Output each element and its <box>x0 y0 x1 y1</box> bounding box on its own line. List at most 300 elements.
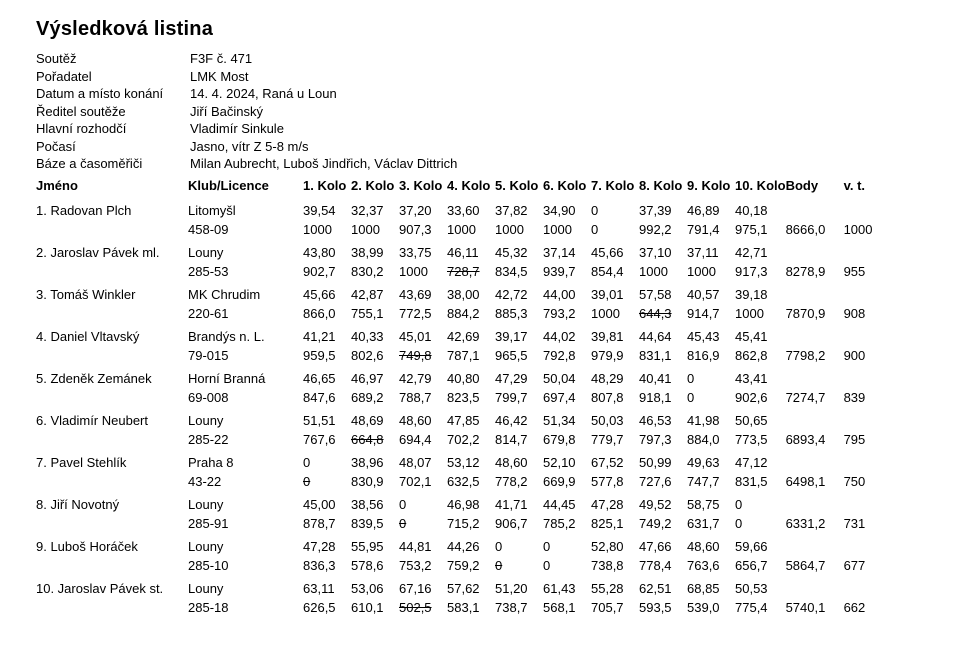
competitor-name-line2 <box>36 472 188 491</box>
round-7-cell-line1: 39,81 <box>591 329 624 344</box>
round-2-cell-line1: 40,33 <box>351 329 384 344</box>
competitor-name-line1: 8. Jiří Novotný <box>36 497 120 512</box>
round-4-cell <box>447 411 495 453</box>
round-6-cell-line1: 44,02 <box>543 329 576 344</box>
round-5-cell-line1: 45,32 <box>495 245 528 260</box>
vt-cell-line2: 955 <box>843 264 866 279</box>
round-4-cell <box>447 579 495 621</box>
round-6-cell-line2: 697,4 <box>543 390 576 405</box>
round-3-cell-line2: 772,5 <box>399 306 432 321</box>
competitor-name-line1: 6. Vladimír Neubert <box>36 413 148 428</box>
round-10-cell <box>735 537 786 579</box>
vt-cell <box>844 369 884 411</box>
round-7-cell-line1: 67,52 <box>591 455 624 470</box>
round-3-cell-line2: 694,4 <box>399 432 432 447</box>
round-2-cell-line1: 38,56 <box>351 497 384 512</box>
competitor-name-line1: 9. Luboš Horáček <box>36 539 138 554</box>
round-7-cell-line2: 825,1 <box>591 516 624 531</box>
meta-value: LMK Most <box>190 68 249 84</box>
round-10-cell-line2: 656,7 <box>735 558 768 573</box>
round-4-cell-line1: 57,62 <box>447 581 480 596</box>
meta-label: Hlavní rozhodčí <box>36 121 127 136</box>
round-2-cell-line2: 1000 <box>351 222 380 237</box>
competitor-name <box>36 411 188 453</box>
round-9-cell <box>687 327 735 369</box>
round-9-cell-line2: 791,4 <box>687 222 720 237</box>
round-6-cell <box>543 369 591 411</box>
vt-cell-line2: 839 <box>843 390 866 405</box>
round-6-cell <box>543 453 591 495</box>
round-4-cell <box>447 495 495 537</box>
round-6-cell-line1: 0 <box>543 539 551 554</box>
round-7-cell-line1: 45,66 <box>591 245 624 260</box>
round-2-cell-line2: 610,1 <box>351 600 384 615</box>
round-3-cell-line1: 0 <box>399 497 407 512</box>
round-9-cell-line1: 40,57 <box>687 287 720 302</box>
total-points-cell-line2: 8278,9 <box>785 264 826 279</box>
round-5-cell <box>495 201 543 243</box>
round-5-cell-line1: 37,82 <box>495 203 528 218</box>
round-8-cell <box>639 243 687 285</box>
competitor-name-line1: 5. Zdeněk Zemánek <box>36 371 152 386</box>
competitor-name <box>36 537 188 579</box>
round-2-cell-line2: 830,2 <box>351 264 384 279</box>
vt-cell <box>844 201 884 243</box>
competitor-club-line1: Horní Branná <box>188 371 266 386</box>
round-8-cell-line2: 992,2 <box>639 222 672 237</box>
round-5-cell-line1: 39,17 <box>495 329 528 344</box>
round-10-cell-line1: 42,71 <box>735 245 768 260</box>
round-7-cell-line1: 48,29 <box>591 371 624 386</box>
round-2-cell-line2: 830,9 <box>351 474 384 489</box>
meta-row <box>36 103 457 121</box>
round-8-cell <box>639 369 687 411</box>
round-3-cell-line1: 45,01 <box>399 329 432 344</box>
round-8-cell <box>639 201 687 243</box>
round-7-cell-line2: 0 <box>591 222 599 237</box>
round-5-cell-line1: 47,29 <box>495 371 528 386</box>
vt-cell-line2: 795 <box>843 432 866 447</box>
round-9-cell-line1: 41,98 <box>687 413 720 428</box>
total-points-cell-line1 <box>786 369 844 388</box>
header-round-1: 1. Kolo <box>303 178 347 193</box>
round-10-cell-line2: 773,5 <box>735 432 768 447</box>
vt-cell-line2: 900 <box>843 348 866 363</box>
round-8-cell-line1: 46,53 <box>639 413 672 428</box>
round-1-cell-line1: 46,65 <box>303 371 336 386</box>
vt-cell <box>844 243 884 285</box>
round-3-cell <box>399 537 447 579</box>
round-9-cell-line1: 37,11 <box>687 245 719 260</box>
round-9-cell-line2: 1000 <box>687 264 716 279</box>
round-10-cell-line1: 0 <box>735 497 743 512</box>
round-5-cell <box>495 579 543 621</box>
round-2-cell <box>351 285 399 327</box>
round-6-cell-line2: 679,8 <box>543 432 576 447</box>
competitor-name-line1: 3. Tomáš Winkler <box>36 287 136 302</box>
round-2-cell <box>351 243 399 285</box>
competitor-name <box>36 369 188 411</box>
competitor-club <box>188 453 303 495</box>
round-7-cell <box>591 369 639 411</box>
round-6-cell-line2: 785,2 <box>543 516 576 531</box>
round-6-cell-line2: 568,1 <box>543 600 576 615</box>
competitor-club-line1: Louny <box>188 413 224 428</box>
round-9-cell <box>687 243 735 285</box>
round-5-cell <box>495 243 543 285</box>
round-10-cell-line1: 45,41 <box>735 329 768 344</box>
round-6-cell <box>543 537 591 579</box>
round-1-cell <box>303 579 351 621</box>
round-6-cell-line1: 44,45 <box>543 497 576 512</box>
round-2-cell-line2: 802,6 <box>351 348 384 363</box>
meta-label: Počasí <box>36 138 76 154</box>
total-points-cell-line2: 7274,7 <box>785 390 826 405</box>
page-title: Výsledková listina <box>36 18 214 40</box>
round-8-cell-line1: 49,52 <box>639 497 672 512</box>
competitor-club-line2: 458-09 <box>188 222 229 237</box>
round-8-cell-line1: 40,41 <box>639 371 672 386</box>
round-8-cell <box>639 579 687 621</box>
round-5-cell-line1: 42,72 <box>495 287 528 302</box>
round-10-cell-line2: 775,4 <box>735 600 768 615</box>
competitor-club-line2: 69-008 <box>188 390 229 405</box>
round-6-cell <box>543 243 591 285</box>
round-7-cell <box>591 411 639 453</box>
total-points-cell <box>786 243 844 285</box>
round-3-cell-line2: 749,8 <box>399 348 432 363</box>
competitor-club-line2: 43-22 <box>188 474 222 489</box>
meta-row <box>36 68 457 86</box>
vt-cell <box>844 285 884 327</box>
round-5-cell-line2: 799,7 <box>495 390 528 405</box>
competitor-club <box>188 369 303 411</box>
round-1-cell-line1: 51,51 <box>303 413 336 428</box>
total-points-cell-line2: 5864,7 <box>785 558 826 573</box>
round-9-cell <box>687 411 735 453</box>
competitor-name-line2 <box>36 346 188 365</box>
table-row <box>36 201 884 243</box>
round-10-cell <box>735 369 786 411</box>
vt-cell-line2: 1000 <box>843 222 873 237</box>
round-8-cell-line1: 57,58 <box>639 287 672 302</box>
total-points-cell-line1 <box>786 285 844 304</box>
round-1-cell-line1: 39,54 <box>303 203 336 218</box>
round-2-cell-line1: 46,97 <box>351 371 384 386</box>
competitor-club-line1: Louny <box>188 497 224 512</box>
meta-label: Datum a místo konání <box>36 86 164 101</box>
round-1-cell <box>303 327 351 369</box>
competitor-name-line2 <box>36 514 188 533</box>
total-points-cell-line1 <box>786 537 844 556</box>
round-9-cell-line1: 45,43 <box>687 329 720 344</box>
round-1-cell-line2: 878,7 <box>303 516 336 531</box>
competitor-name <box>36 579 188 621</box>
round-1-cell-line1: 45,00 <box>303 497 336 512</box>
round-5-cell-line2: 0 <box>495 558 503 573</box>
round-7-cell-line2: 738,8 <box>591 558 624 573</box>
round-1-cell-line2: 959,5 <box>303 348 336 363</box>
meta-value: Jiří Bačinský <box>190 103 263 119</box>
round-10-cell-line2: 902,6 <box>735 390 768 405</box>
total-points-cell-line1 <box>786 579 844 598</box>
round-7-cell-line1: 47,28 <box>591 497 624 512</box>
round-3-cell-line2: 702,1 <box>399 474 432 489</box>
results-table <box>36 178 884 621</box>
total-points-cell-line2: 6893,4 <box>785 432 826 447</box>
round-10-cell-line2: 0 <box>735 516 743 531</box>
competitor-club-line1: Louny <box>188 539 224 554</box>
meta-value: Milan Aubrecht, Luboš Jindřich, Václav Dittrich <box>190 156 458 171</box>
competitor-club <box>188 285 303 327</box>
total-points-cell <box>786 579 844 621</box>
round-5-cell-line2: 738,7 <box>495 600 528 615</box>
round-3-cell <box>399 201 447 243</box>
round-5-cell-line1: 48,60 <box>495 455 528 470</box>
round-8-cell-line2: 778,4 <box>639 558 672 573</box>
round-10-cell <box>735 495 786 537</box>
total-points-cell-line2: 5740,1 <box>785 600 826 615</box>
round-4-cell-line1: 44,26 <box>447 539 480 554</box>
round-9-cell <box>687 495 735 537</box>
round-4-cell-line2: 884,2 <box>447 306 480 321</box>
round-2-cell <box>351 369 399 411</box>
total-points-cell-line1 <box>786 495 844 514</box>
round-4-cell-line2: 1000 <box>447 222 476 237</box>
round-1-cell <box>303 453 351 495</box>
round-8-cell-line1: 62,51 <box>639 581 672 596</box>
round-4-cell-line2: 728,7 <box>447 264 480 279</box>
round-5-cell-line2: 906,7 <box>495 516 528 531</box>
total-points-cell <box>786 495 844 537</box>
round-7-cell <box>591 201 639 243</box>
round-7-cell-line2: 807,8 <box>591 390 624 405</box>
round-5-cell-line2: 965,5 <box>495 348 528 363</box>
round-9-cell <box>687 201 735 243</box>
round-7-cell <box>591 579 639 621</box>
round-1-cell <box>303 201 351 243</box>
round-2-cell-line1: 42,87 <box>351 287 384 302</box>
round-10-cell-line1: 59,66 <box>735 539 768 554</box>
round-4-cell-line2: 823,5 <box>447 390 480 405</box>
round-2-cell <box>351 411 399 453</box>
round-1-cell-line2: 847,6 <box>303 390 336 405</box>
table-row <box>36 243 884 285</box>
round-2-cell <box>351 579 399 621</box>
round-4-cell-line2: 787,1 <box>447 348 480 363</box>
round-6-cell-line1: 50,04 <box>543 371 576 386</box>
round-3-cell-line2: 502,5 <box>399 600 432 615</box>
round-2-cell-line1: 32,37 <box>351 203 384 218</box>
round-9-cell <box>687 579 735 621</box>
round-6-cell <box>543 495 591 537</box>
competitor-name-line2 <box>36 430 188 449</box>
round-4-cell-line1: 53,12 <box>447 455 480 470</box>
vt-cell-line2: 908 <box>843 306 866 321</box>
round-6-cell <box>543 285 591 327</box>
round-10-cell-line1: 39,18 <box>735 287 768 302</box>
round-7-cell <box>591 285 639 327</box>
round-3-cell-line1: 43,69 <box>399 287 432 302</box>
competitor-club <box>188 495 303 537</box>
header-round-5: 5. Kolo <box>495 178 539 193</box>
table-header-row <box>36 178 884 201</box>
total-points-cell-line2: 7798,2 <box>785 348 826 363</box>
round-6-cell-line1: 61,43 <box>543 581 576 596</box>
round-7-cell-line2: 779,7 <box>591 432 624 447</box>
round-9-cell-line2: 816,9 <box>687 348 720 363</box>
total-points-cell-line1 <box>786 411 844 430</box>
round-9-cell-line1: 48,60 <box>687 539 720 554</box>
round-9-cell-line2: 631,7 <box>687 516 720 531</box>
round-10-cell-line2: 975,1 <box>735 222 768 237</box>
vt-cell-line2: 750 <box>843 474 866 489</box>
competitor-club-line2: 285-18 <box>188 600 229 615</box>
round-7-cell-line1: 39,01 <box>591 287 624 302</box>
competitor-club <box>188 243 303 285</box>
round-9-cell <box>687 453 735 495</box>
round-3-cell <box>399 495 447 537</box>
competitor-club-line1: Litomyšl <box>188 203 236 218</box>
header-round-10: 10. Kolo <box>735 178 786 193</box>
round-1-cell-line2: 1000 <box>303 222 332 237</box>
round-5-cell-line1: 0 <box>495 539 503 554</box>
header-round-8: 8. Kolo <box>639 178 683 193</box>
competitor-club <box>188 411 303 453</box>
meta-row <box>36 50 457 68</box>
round-4-cell-line2: 759,2 <box>447 558 480 573</box>
vt-cell-line2: 731 <box>843 516 866 531</box>
round-8-cell-line2: 797,3 <box>639 432 672 447</box>
total-points-cell-line1 <box>786 201 844 220</box>
round-2-cell-line1: 38,99 <box>351 245 384 260</box>
round-2-cell <box>351 201 399 243</box>
total-points-cell <box>786 327 844 369</box>
round-1-cell-line2: 836,3 <box>303 558 336 573</box>
competitor-name <box>36 327 188 369</box>
round-4-cell-line1: 40,80 <box>447 371 480 386</box>
round-10-cell-line1: 43,41 <box>735 371 768 386</box>
table-row <box>36 579 884 621</box>
meta-row <box>36 120 457 138</box>
round-2-cell-line2: 689,2 <box>351 390 384 405</box>
round-8-cell <box>639 495 687 537</box>
round-9-cell-line2: 763,6 <box>687 558 720 573</box>
round-2-cell-line1: 38,96 <box>351 455 384 470</box>
round-8-cell-line2: 644,3 <box>639 306 672 321</box>
round-2-cell-line1: 48,69 <box>351 413 384 428</box>
round-4-cell <box>447 369 495 411</box>
header-round-3: 3. Kolo <box>399 178 443 193</box>
competitor-name-line1: 7. Pavel Stehlík <box>36 455 127 470</box>
round-6-cell-line1: 51,34 <box>543 413 576 428</box>
round-3-cell-line1: 37,20 <box>399 203 432 218</box>
round-3-cell-line2: 1000 <box>399 264 428 279</box>
round-1-cell-line1: 41,21 <box>303 329 336 344</box>
vt-cell-line1 <box>844 243 884 262</box>
round-2-cell-line2: 839,5 <box>351 516 384 531</box>
round-5-cell-line2: 814,7 <box>495 432 528 447</box>
vt-cell-line1 <box>844 537 884 556</box>
meta-value: Jasno, vítr Z 5-8 m/s <box>190 138 309 154</box>
round-4-cell <box>447 537 495 579</box>
round-2-cell <box>351 327 399 369</box>
round-3-cell <box>399 453 447 495</box>
round-6-cell-line1: 44,00 <box>543 287 576 302</box>
round-5-cell-line1: 41,71 <box>495 497 528 512</box>
vt-cell-line1 <box>844 453 884 472</box>
vt-cell-line2: 677 <box>843 558 866 573</box>
competitor-club-line1: MK Chrudim <box>188 287 261 302</box>
round-3-cell-line1: 33,75 <box>399 245 432 260</box>
vt-cell <box>844 579 884 621</box>
table-row <box>36 327 884 369</box>
competitor-name-line2 <box>36 556 188 575</box>
round-3-cell-line1: 48,60 <box>399 413 432 428</box>
round-7-cell-line2: 577,8 <box>591 474 624 489</box>
total-points-cell-line2: 7870,9 <box>785 306 826 321</box>
round-8-cell-line1: 37,10 <box>639 245 672 260</box>
round-3-cell-line1: 44,81 <box>399 539 432 554</box>
round-4-cell-line1: 42,69 <box>447 329 480 344</box>
round-7-cell-line2: 854,4 <box>591 264 624 279</box>
round-2-cell-line1: 53,06 <box>351 581 384 596</box>
round-5-cell <box>495 369 543 411</box>
round-10-cell-line2: 917,3 <box>735 264 768 279</box>
competitor-name <box>36 201 188 243</box>
round-1-cell-line2: 902,7 <box>303 264 336 279</box>
round-8-cell-line2: 749,2 <box>639 516 672 531</box>
vt-cell-line1 <box>844 411 884 430</box>
round-3-cell <box>399 327 447 369</box>
round-7-cell-line2: 705,7 <box>591 600 624 615</box>
round-2-cell <box>351 495 399 537</box>
competitor-club-line1: Brandýs n. L. <box>188 329 265 344</box>
total-points-cell <box>786 369 844 411</box>
round-6-cell-line2: 669,9 <box>543 474 576 489</box>
total-points-cell <box>786 537 844 579</box>
round-5-cell <box>495 495 543 537</box>
round-1-cell-line2: 0 <box>303 474 311 489</box>
round-2-cell-line1: 55,95 <box>351 539 384 554</box>
round-8-cell <box>639 327 687 369</box>
total-points-cell-line2: 6498,1 <box>785 474 826 489</box>
round-9-cell <box>687 369 735 411</box>
round-4-cell <box>447 243 495 285</box>
table-row <box>36 495 884 537</box>
round-3-cell-line2: 907,3 <box>399 222 432 237</box>
round-7-cell <box>591 327 639 369</box>
round-9-cell-line1: 46,89 <box>687 203 720 218</box>
round-5-cell-line2: 1000 <box>495 222 524 237</box>
round-6-cell <box>543 579 591 621</box>
total-points-cell-line1 <box>786 453 844 472</box>
competitor-name-line2 <box>36 388 188 407</box>
header-club: Klub/Licence <box>188 178 269 193</box>
total-points-cell-line2: 6331,2 <box>785 516 826 531</box>
competitor-name <box>36 243 188 285</box>
round-8-cell <box>639 285 687 327</box>
round-4-cell-line1: 46,11 <box>447 245 479 260</box>
round-1-cell-line2: 626,5 <box>303 600 336 615</box>
round-2-cell-line2: 578,6 <box>351 558 384 573</box>
round-7-cell <box>591 243 639 285</box>
round-8-cell-line1: 37,39 <box>639 203 672 218</box>
round-9-cell-line2: 747,7 <box>687 474 720 489</box>
round-1-cell-line2: 866,0 <box>303 306 336 321</box>
total-points-cell <box>786 201 844 243</box>
table-row <box>36 369 884 411</box>
